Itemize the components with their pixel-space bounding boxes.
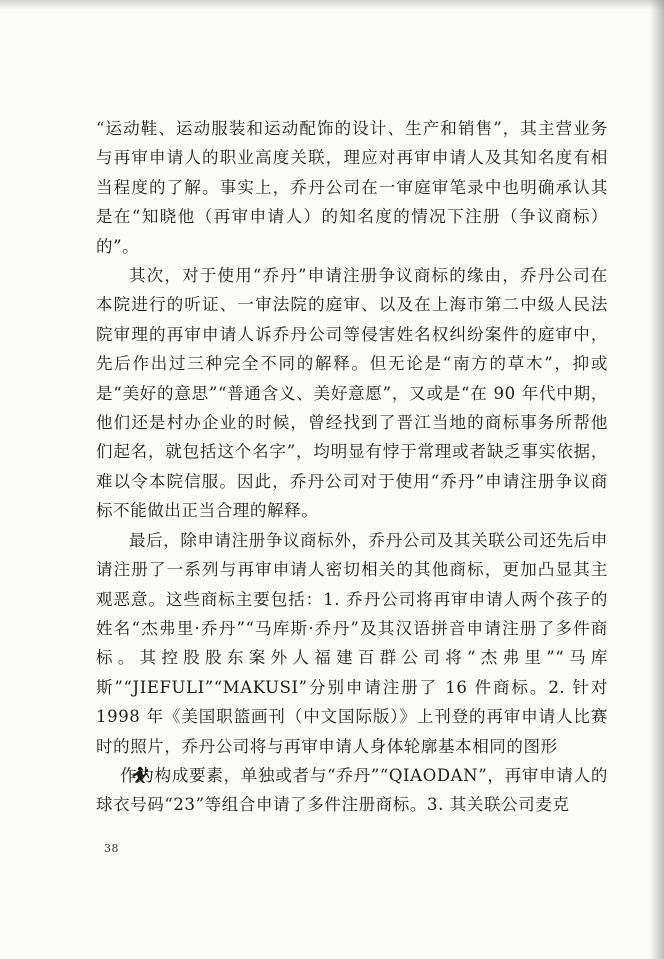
paragraph-3 <box>96 526 608 820</box>
paragraph-3-main: 最后，除申请注册争议商标外，乔丹公司及其关联公司还先后申请注册了一系列与再审申请人密切相关的其他商标，更加凸显其主观恶意。这些商标主要包括：1. 乔丹公司将再审申请人两个孩子的姓名“杰弗里·乔丹”“马库斯·乔丹”及其汉语拼音申请注册了多件商标。其控股股东案外人福建百群公司将“杰弗里”“马库斯”“JIEFULI”“MAKUSI”分别申请注册了 16 件商标。2. 针对 1998 年《美国职篮画刊（中文国际版）》上刊登的再审申请人比赛时的照片，乔丹公司将与再审申请人身体轮廓基本相同的图形 <box>96 530 608 756</box>
paragraph-1: “运动鞋、运动服装和运动配饰的设计、生产和销售”，其主营业务与再审申请人的职业高度关联，理应对再审申请人及其知名度有相当程度的了解。事实上，乔丹公司在一审庭审笔录中也明确承认其是在“知晓他（再审申请人）的知名度的情况下注册（争议商标）的”。 <box>96 119 608 256</box>
body-text <box>96 114 608 820</box>
paragraph-3-continued: 作为构成要素，单独或者与“乔丹”“QIAODAN”，再审申请人的球衣号码“23”等组合申请了多件注册商标。3. 其关联公司麦克 <box>96 765 608 815</box>
page-number: 38 <box>104 842 119 855</box>
basketball-player-silhouette-icon <box>96 764 116 782</box>
scan-shadow-top <box>0 0 664 10</box>
paragraph-2: 其次，对于使用“乔丹”申请注册争议商标的缘由，乔丹公司在本院进行的听证、一审法院的庭审、以及在上海市第二中级人民法院审理的再审申请人诉乔丹公司等侵害姓名权纠纷案件的庭审中，先后作出过三种完全不同的解释。但无论是“南方的草木”，抑或是“美好的意思”“普通含义、美好意愿”，又或是“在 90 年代中期，他们还是村办企业的时候，曾经找到了晋江当地的商标事务所帮他们起名，就包括这个名字”，均明显有悖于常理或者缺乏事实依据，难以令本院信服。因此，乔丹公司对于使用“乔丹”申请注册争议商标不能做出正当合理的解释。 <box>96 266 608 521</box>
scan-shadow-right <box>650 0 664 959</box>
